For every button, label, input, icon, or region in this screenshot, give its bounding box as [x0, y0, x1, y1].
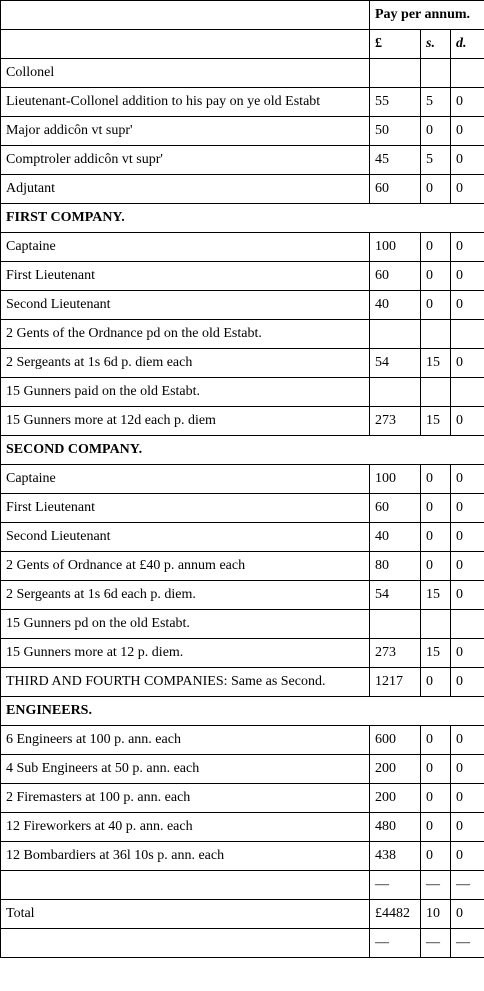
row-label: Second Lieutenant — [1, 291, 370, 320]
row-label: 15 Gunners paid on the old Estabt. — [1, 378, 370, 407]
pounds-cell — [370, 320, 421, 349]
pounds-cell: 40 — [370, 523, 421, 552]
pounds-cell: 600 — [370, 726, 421, 755]
section-row — [1, 697, 484, 726]
pounds-cell: 273 — [370, 407, 421, 436]
row-label: Second Lieutenant — [1, 523, 370, 552]
section-heading: SECOND COMPANY. — [1, 436, 484, 465]
table-row — [1, 813, 484, 842]
row-label: 2 Gents of the Ordnance pd on the old Estabt. — [1, 320, 370, 349]
shillings-cell: 5 — [421, 88, 451, 117]
pounds-cell: 200 — [370, 784, 421, 813]
pence-cell: 0 — [451, 639, 484, 668]
shillings-cell: 15 — [421, 407, 451, 436]
pounds-cell — [370, 378, 421, 407]
header-blank-cell — [1, 30, 370, 59]
table-row — [1, 668, 484, 697]
table-row — [1, 842, 484, 871]
shillings-cell: 0 — [421, 755, 451, 784]
pounds-cell: — — [370, 871, 421, 900]
table-row — [1, 755, 484, 784]
table-row — [1, 146, 484, 175]
row-label: 2 Firemasters at 100 p. ann. each — [1, 784, 370, 813]
table-row — [1, 639, 484, 668]
shillings-cell — [421, 378, 451, 407]
shillings-cell — [421, 59, 451, 88]
pence-cell: 0 — [451, 146, 484, 175]
pounds-cell: 438 — [370, 842, 421, 871]
shillings-cell: — — [421, 871, 451, 900]
row-label: Major addicôn vt supr' — [1, 117, 370, 146]
pence-cell: 0 — [451, 233, 484, 262]
row-label: Captaine — [1, 233, 370, 262]
pence-cell: 0 — [451, 117, 484, 146]
shillings-cell: 0 — [421, 262, 451, 291]
pounds-cell: 45 — [370, 146, 421, 175]
pence-cell: 0 — [451, 842, 484, 871]
table-row — [1, 494, 484, 523]
pounds-cell: 60 — [370, 262, 421, 291]
pence-cell: 0 — [451, 552, 484, 581]
pence-cell: 0 — [451, 523, 484, 552]
pounds-cell: £4482 — [370, 900, 421, 929]
table-row — [1, 784, 484, 813]
pounds-cell — [370, 610, 421, 639]
row-label: 15 Gunners more at 12 p. diem. — [1, 639, 370, 668]
row-label: Lieutenant-Collonel addition to his pay on ye old Estabt — [1, 88, 370, 117]
table-row — [1, 407, 484, 436]
pence-cell: 0 — [451, 668, 484, 697]
row-label: Comptroler addicôn vt supr' — [1, 146, 370, 175]
section-heading: FIRST COMPANY. — [1, 204, 484, 233]
pounds-cell: 60 — [370, 494, 421, 523]
shillings-cell: 0 — [421, 668, 451, 697]
table-row — [1, 378, 484, 407]
shillings-cell: 0 — [421, 552, 451, 581]
shillings-cell: 0 — [421, 523, 451, 552]
table-row — [1, 523, 484, 552]
pounds-cell: 60 — [370, 175, 421, 204]
pence-cell: 0 — [451, 581, 484, 610]
pence-cell: 0 — [451, 900, 484, 929]
pounds-cell: — — [370, 929, 421, 958]
pounds-cell: 480 — [370, 813, 421, 842]
pence-cell: 0 — [451, 88, 484, 117]
table-row — [1, 320, 484, 349]
pounds-cell: 80 — [370, 552, 421, 581]
row-label: 2 Gents of Ordnance at £40 p. annum each — [1, 552, 370, 581]
shillings-cell: 0 — [421, 465, 451, 494]
header-blank-cell — [1, 1, 370, 30]
pence-cell — [451, 320, 484, 349]
pounds-cell: 100 — [370, 465, 421, 494]
pence-cell — [451, 59, 484, 88]
table-row — [1, 233, 484, 262]
pounds-cell: 40 — [370, 291, 421, 320]
header-row-units — [1, 30, 484, 59]
shillings-cell: 0 — [421, 117, 451, 146]
shillings-cell: 0 — [421, 813, 451, 842]
row-label: 12 Fireworkers at 40 p. ann. each — [1, 813, 370, 842]
pence-cell: 0 — [451, 407, 484, 436]
row-label: Adjutant — [1, 175, 370, 204]
shillings-cell: 15 — [421, 349, 451, 378]
pounds-cell: 100 — [370, 233, 421, 262]
row-label: 12 Bombardiers at 36l 10s p. ann. each — [1, 842, 370, 871]
table-row — [1, 59, 484, 88]
row-label: First Lieutenant — [1, 262, 370, 291]
pence-cell: 0 — [451, 465, 484, 494]
pence-cell — [451, 378, 484, 407]
pence-cell: 0 — [451, 291, 484, 320]
pounds-cell: 273 — [370, 639, 421, 668]
section-heading: ENGINEERS. — [1, 697, 484, 726]
shillings-cell: 0 — [421, 784, 451, 813]
table-row — [1, 552, 484, 581]
shillings-cell: 0 — [421, 175, 451, 204]
shillings-cell: — — [421, 929, 451, 958]
shillings-cell — [421, 610, 451, 639]
row-label: 6 Engineers at 100 p. ann. each — [1, 726, 370, 755]
pence-cell: 0 — [451, 784, 484, 813]
shillings-cell: 15 — [421, 581, 451, 610]
pence-header: d. — [451, 30, 484, 59]
pence-cell: 0 — [451, 494, 484, 523]
shillings-cell — [421, 320, 451, 349]
table-row — [1, 465, 484, 494]
pounds-cell: 50 — [370, 117, 421, 146]
pence-cell: 0 — [451, 755, 484, 784]
row-label: Total — [1, 900, 370, 929]
table-row — [1, 581, 484, 610]
pounds-cell: 54 — [370, 581, 421, 610]
shillings-cell: 0 — [421, 233, 451, 262]
table-row — [1, 900, 484, 929]
table-row — [1, 117, 484, 146]
pence-cell: 0 — [451, 813, 484, 842]
table-row — [1, 871, 484, 900]
row-label: 2 Sergeants at 1s 6d each p. diem. — [1, 581, 370, 610]
pence-cell: — — [451, 871, 484, 900]
pounds-cell: 200 — [370, 755, 421, 784]
pounds-cell: 55 — [370, 88, 421, 117]
shillings-cell: 15 — [421, 639, 451, 668]
shillings-cell: 5 — [421, 146, 451, 175]
table-row — [1, 175, 484, 204]
table-row — [1, 610, 484, 639]
table-row — [1, 349, 484, 378]
pay-per-annum-header: Pay per annum. — [370, 1, 484, 30]
row-label: Collonel — [1, 59, 370, 88]
pence-cell: 0 — [451, 349, 484, 378]
shillings-cell: 0 — [421, 842, 451, 871]
shilling-header: s. — [421, 30, 451, 59]
pence-cell: 0 — [451, 726, 484, 755]
row-label — [1, 871, 370, 900]
section-row — [1, 436, 484, 465]
shillings-cell: 0 — [421, 726, 451, 755]
row-label: 4 Sub Engineers at 50 p. ann. each — [1, 755, 370, 784]
pounds-cell — [370, 59, 421, 88]
pence-cell: 0 — [451, 262, 484, 291]
row-label: 15 Gunners more at 12d each p. diem — [1, 407, 370, 436]
table-row — [1, 88, 484, 117]
shillings-cell: 10 — [421, 900, 451, 929]
section-row — [1, 204, 484, 233]
row-label: THIRD AND FOURTH COMPANIES: Same as Second. — [1, 668, 370, 697]
row-label: Captaine — [1, 465, 370, 494]
header-row-pay — [1, 1, 484, 30]
row-label: First Lieutenant — [1, 494, 370, 523]
pence-cell: — — [451, 929, 484, 958]
table-row — [1, 726, 484, 755]
pence-cell: 0 — [451, 175, 484, 204]
table-row — [1, 291, 484, 320]
row-label — [1, 929, 370, 958]
table-row — [1, 929, 484, 958]
pounds-cell: 54 — [370, 349, 421, 378]
row-label: 15 Gunners pd on the old Estabt. — [1, 610, 370, 639]
pence-cell — [451, 610, 484, 639]
pound-header: £ — [370, 30, 421, 59]
table-row — [1, 262, 484, 291]
shillings-cell: 0 — [421, 291, 451, 320]
shillings-cell: 0 — [421, 494, 451, 523]
pounds-cell: 1217 — [370, 668, 421, 697]
row-label: 2 Sergeants at 1s 6d p. diem each — [1, 349, 370, 378]
